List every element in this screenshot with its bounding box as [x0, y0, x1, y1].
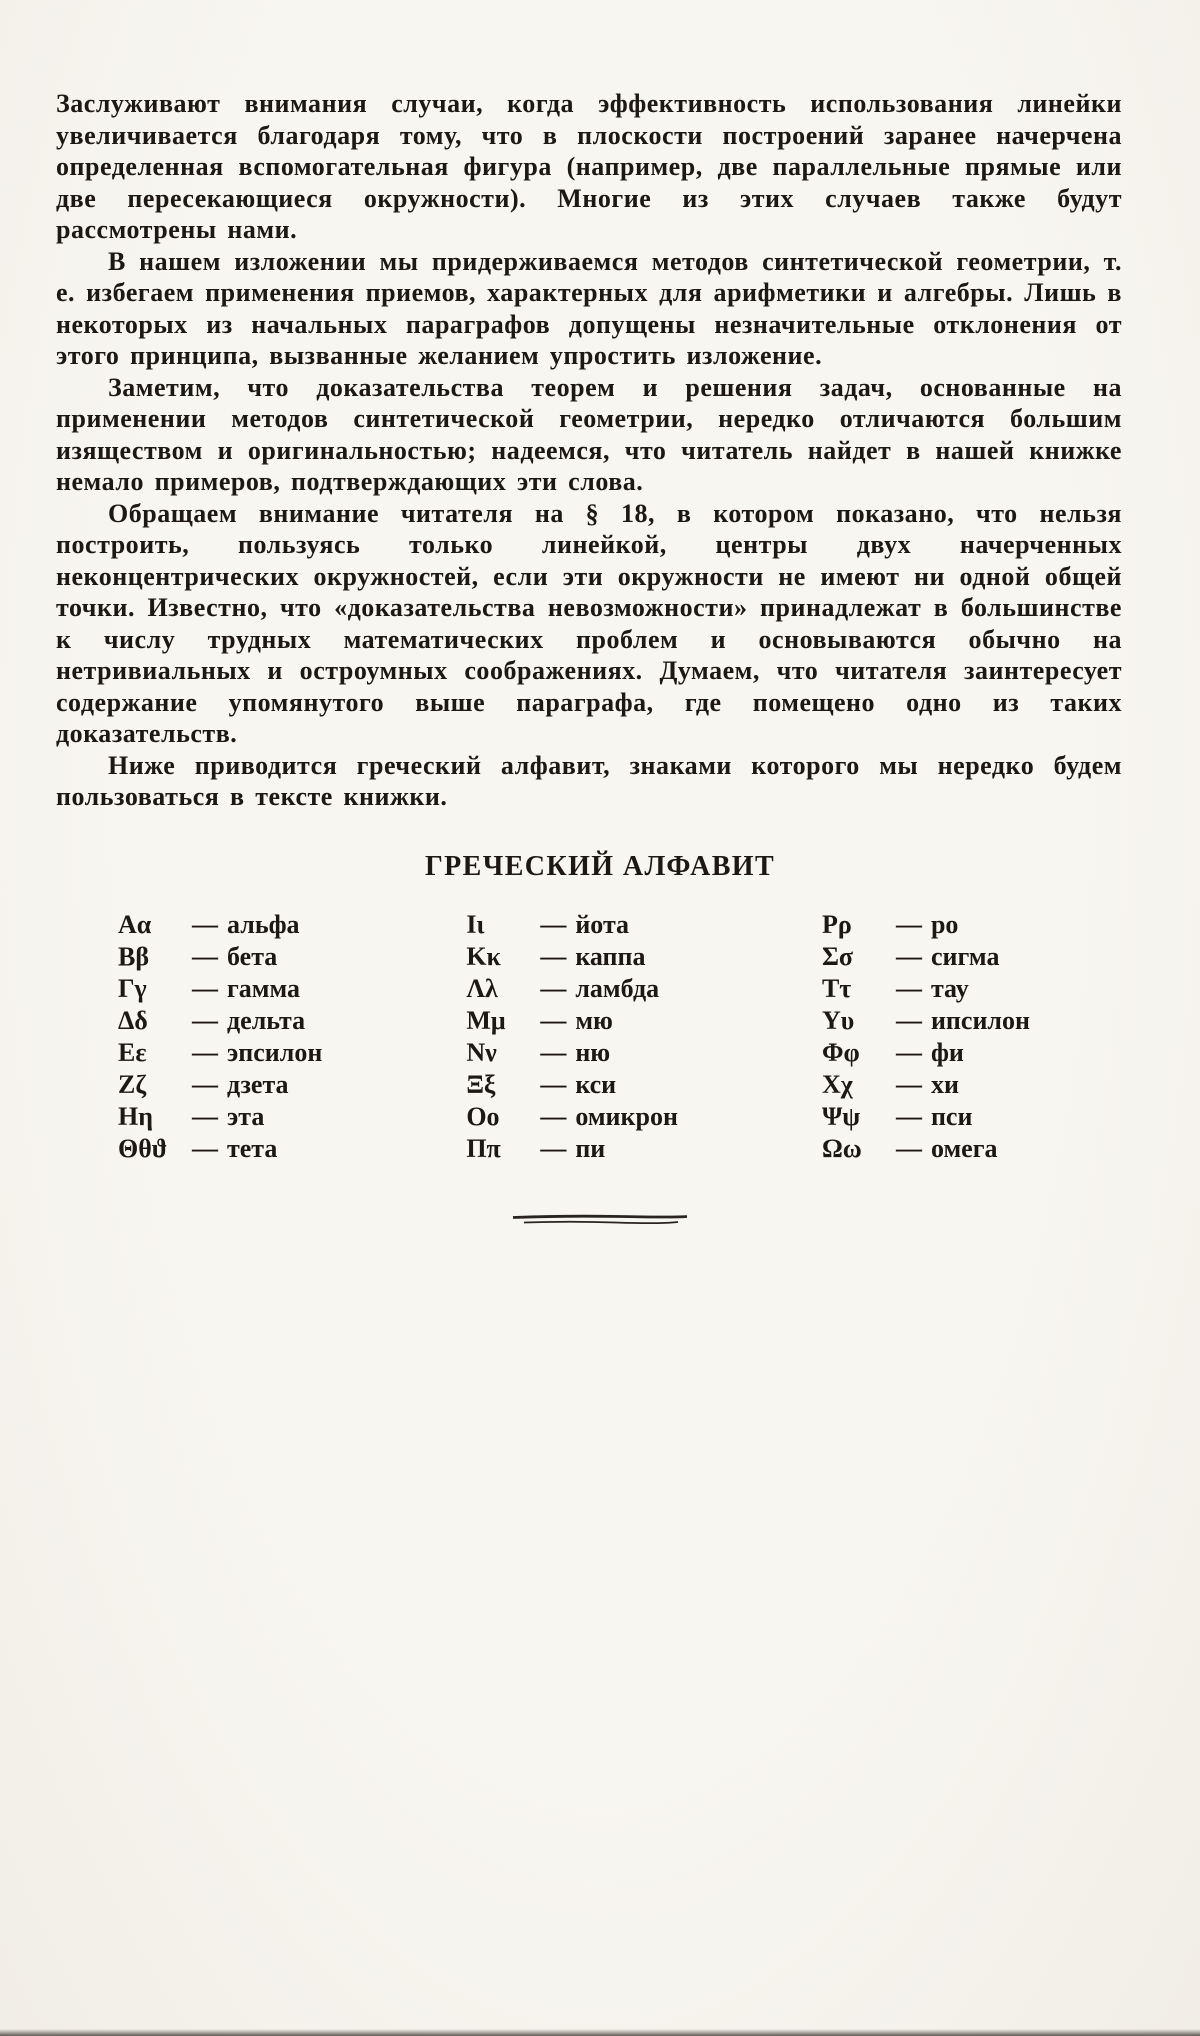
alphabet-row	[466, 1101, 678, 1133]
alphabet-row	[466, 1037, 678, 1069]
letter-name: пси	[930, 1101, 973, 1131]
alphabet-row	[118, 1133, 322, 1165]
dash: —	[895, 1069, 922, 1099]
greek-letters: Σσ	[821, 941, 854, 971]
letter-name: омикрон	[575, 1101, 678, 1131]
letter-name: дзета	[227, 1069, 289, 1099]
ornament-rule-icon	[510, 1213, 690, 1227]
alphabet-row	[466, 909, 678, 941]
letter-name: ро	[930, 909, 959, 939]
alphabet-row	[822, 1005, 1030, 1037]
letter-name: пи	[575, 1133, 606, 1163]
greek-letters: Ωω	[821, 1133, 862, 1163]
letter-name: бета	[227, 941, 278, 971]
greek-letters: Αα	[118, 909, 152, 939]
alphabet-row	[822, 1069, 1030, 1101]
greek-letters: Ξξ	[466, 1069, 496, 1099]
alphabet-column-3	[822, 909, 1030, 1165]
dash: —	[192, 941, 218, 971]
letter-name: ламбда	[575, 973, 660, 1003]
greek-letters: Δδ	[118, 1005, 148, 1035]
paragraph-3: Заметим, что доказательства теорем и решения задач, основанные на применении методов синтетической геометрии, нередко отличаются большим изяществом и оригинальностью; надеемся, что читатель найдет в нашей книжке немало примеров, подтверждающих эти слова.	[56, 372, 1122, 496]
dash: —	[192, 1133, 218, 1163]
greek-letters: Ππ	[466, 1133, 501, 1163]
paragraph-1: Заслуживают внимания случаи, когда эффективность использования линейки увеличивается благодаря тому, что в плоскости построений заранее начерчена определенная вспомогательная фигура (например, две параллельные прямые или две пересекающиеся окружности). Многие из этих случаев также будут рассмотрены нами.	[56, 89, 1122, 244]
letter-name: гамма	[227, 973, 301, 1003]
letter-name: ипсилон	[930, 1005, 1030, 1035]
greek-letters: Ψψ	[821, 1101, 861, 1131]
alphabet-row	[822, 1037, 1030, 1069]
alphabet-row	[466, 1069, 678, 1101]
dash: —	[540, 909, 567, 939]
alphabet-row	[822, 909, 1030, 941]
dash: —	[540, 1133, 567, 1163]
alphabet-row	[466, 1133, 678, 1165]
alphabet-row	[822, 973, 1030, 1005]
body-text	[0, 0, 1200, 813]
letter-name: мю	[575, 1005, 613, 1035]
dash: —	[895, 1133, 922, 1163]
dash: —	[192, 1101, 218, 1131]
dash: —	[192, 1069, 218, 1099]
alphabet-row	[118, 909, 322, 941]
greek-letters: Γγ	[118, 973, 147, 1003]
dash: —	[895, 909, 922, 939]
dash: —	[895, 1005, 922, 1035]
alphabet-row	[466, 941, 678, 973]
dash: —	[192, 1005, 218, 1035]
alphabet-row	[466, 1005, 678, 1037]
greek-letters: Θθϑ	[118, 1133, 168, 1163]
alphabet-row	[822, 941, 1030, 973]
letter-name: омега	[930, 1133, 998, 1163]
letter-name: хи	[930, 1069, 959, 1099]
dash: —	[192, 909, 218, 939]
letter-name: эта	[227, 1101, 265, 1131]
greek-alphabet-table	[0, 909, 1200, 1165]
dash: —	[895, 1101, 922, 1131]
alphabet-row	[822, 1133, 1030, 1165]
end-ornament-rule	[0, 1213, 1200, 1232]
letter-name: ню	[575, 1037, 611, 1067]
alphabet-row	[118, 1101, 322, 1133]
greek-letters: Λλ	[466, 973, 498, 1003]
letter-name: альфа	[227, 909, 300, 939]
greek-letters: Ττ	[821, 973, 852, 1003]
letter-name: кси	[575, 1069, 617, 1099]
alphabet-row	[118, 973, 322, 1005]
alphabet-row	[466, 973, 678, 1005]
alphabet-row	[118, 1069, 322, 1101]
letter-name: каппа	[575, 941, 646, 971]
alphabet-row	[822, 1101, 1030, 1133]
paragraph-2: В нашем изложении мы придерживаемся методов синтетической геометрии, т. е. избегаем применения приемов, характерных для арифметики и алгебры. Лишь в некоторых из начальных параграфов допущены незначительные отклонения от этого принципа, вызванные желанием упростить изложение.	[56, 246, 1122, 370]
letter-name: фи	[930, 1037, 964, 1067]
greek-letters: Μμ	[466, 1005, 506, 1035]
greek-letters: Ηη	[118, 1101, 153, 1131]
alphabet-row	[118, 1005, 322, 1037]
greek-letters: Ιι	[466, 909, 485, 939]
dash: —	[540, 1069, 567, 1099]
dash: —	[540, 1005, 567, 1035]
greek-letters: Νν	[466, 1037, 497, 1067]
letter-name: сигма	[930, 941, 1000, 971]
greek-letters: Οο	[466, 1101, 500, 1131]
dash: —	[895, 973, 922, 1003]
letter-name: тау	[930, 973, 969, 1003]
alphabet-row	[118, 1037, 322, 1069]
dash: —	[895, 941, 922, 971]
greek-letters: Εε	[118, 1037, 147, 1067]
dash: —	[192, 973, 218, 1003]
dash: —	[540, 1037, 567, 1067]
paragraph-5: Ниже приводится греческий алфавит, знаками которого мы нередко будем пользоваться в тексте книжки.	[56, 750, 1122, 811]
greek-letters: Υυ	[821, 1005, 855, 1035]
letter-name: йота	[575, 909, 630, 939]
letter-name: тета	[227, 1133, 278, 1163]
dash: —	[540, 1101, 567, 1131]
scan-edge-artifact	[0, 2029, 1200, 2036]
greek-letters: Φφ	[821, 1037, 860, 1067]
alphabet-heading: ГРЕЧЕСКИЙ АЛФАВИТ	[424, 850, 776, 882]
dash: —	[540, 973, 567, 1003]
dash: —	[192, 1037, 218, 1067]
greek-letters: Ζζ	[118, 1069, 147, 1099]
paragraph-4: Обращаем внимание читателя на § 18, в котором показано, что нельзя построить, пользуясь только линейкой, центры двух начерченных неконцентрических окружностей, если эти окружности не имеют ни одной общей точки. Известно, что «доказательства невозможности» принадлежат в большинстве к числу трудных математических проблем и основываются обычно на нетривиальных и остроумных соображениях. Думаем, что читателя заинтересует содержание упомянутого выше параграфа, где помещено одно из таких доказательств.	[56, 498, 1122, 748]
alphabet-column-1	[118, 909, 322, 1165]
greek-letters: Κκ	[466, 941, 501, 971]
greek-letters: Χχ	[821, 1069, 853, 1099]
dash: —	[540, 941, 567, 971]
letter-name: эпсилон	[227, 1037, 323, 1067]
dash: —	[895, 1037, 922, 1067]
alphabet-row	[118, 941, 322, 973]
greek-letters: Ββ	[118, 941, 150, 971]
greek-letters: Ρρ	[821, 909, 852, 939]
alphabet-column-2	[466, 909, 678, 1165]
letter-name: дельта	[227, 1005, 306, 1035]
